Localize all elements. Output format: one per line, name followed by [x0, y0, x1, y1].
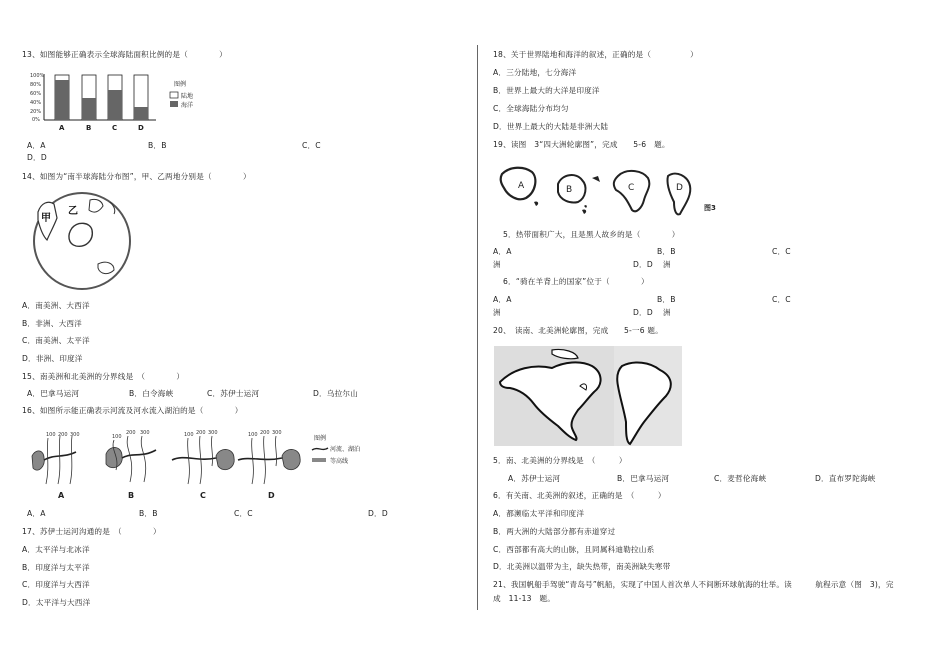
q19-sub5-option-c[interactable]: C．C [772, 247, 791, 256]
q16-stem: 16、如图所示能正确表示河流及河水流入湖泊的是（ ） [22, 406, 243, 415]
q13-stem: 13、如图能够正确表示全球海陆面积比例的是（ ） [22, 50, 227, 59]
q18-option-c[interactable]: C．全球海陆分布均匀 [493, 104, 569, 113]
legend-title: 图例 [174, 81, 187, 88]
bar-d [134, 75, 148, 120]
q20-sub5-option-d[interactable]: D．直布罗陀海峡 [815, 474, 876, 483]
q20-sub6-option-a[interactable]: A．都濒临太平洋和印度洋 [493, 509, 585, 518]
figure-label: 图3 [704, 204, 716, 212]
panel-b [106, 430, 156, 500]
map-label-jia: 甲 [41, 213, 51, 224]
q17-stem: 17、苏伊士运河沟通的是 （ ） [22, 527, 161, 536]
q15-stem: 15、南美洲和北美洲的分界线是 （ ） [22, 372, 185, 381]
continent-c [614, 171, 650, 211]
q19-sub6-option-c-tail: 洲 [493, 308, 501, 317]
bar-b [82, 75, 96, 120]
q14-option-d[interactable]: D．非洲、印度洋 [22, 354, 83, 363]
q15-option-d[interactable]: D．乌拉尔山 [313, 389, 359, 398]
q20-sub5-stem: 5．南、北美洲的分界线是 （ ） [493, 456, 627, 465]
q20-sub6-option-b[interactable]: B．两大洲的大陆部分都有赤道穿过 [493, 527, 616, 536]
bar-c [108, 75, 122, 120]
svg-text:200: 200 [58, 432, 68, 438]
svg-text:300: 300 [272, 430, 282, 436]
svg-text:100: 100 [184, 432, 194, 438]
map-label: C [628, 183, 635, 193]
legend-land: 陆地 [181, 93, 194, 100]
q20-sub5-option-c[interactable]: C．麦哲伦海峡 [714, 474, 767, 483]
q18-option-a[interactable]: A．三分陆地，七分海洋 [493, 68, 577, 77]
q17-option-a[interactable]: A．太平洋与北冰洋 [22, 545, 90, 554]
q21-stem-line1: 21、我国帆船手驾驶“青岛号”帆船，实现了中国人首次单人不间断环球航海的壮举。读 航程示意（图 3)，完 [493, 580, 894, 589]
q16-legend [312, 434, 360, 465]
q16-option-c[interactable]: C．C [234, 509, 253, 518]
svg-text:300: 300 [208, 430, 218, 436]
q19-sub6-option-d[interactable]: D．D [633, 308, 653, 317]
bar-label: D [138, 124, 144, 132]
svg-text:300: 300 [140, 430, 150, 436]
svg-text:100: 100 [112, 434, 122, 440]
q19-sub6-option-b[interactable]: B．B [657, 295, 676, 304]
legend-river-lake: 河流、湖泊 [330, 446, 361, 453]
q15-option-c[interactable]: C．苏伊士运河 [207, 389, 260, 398]
ytick-label: 100% [30, 73, 45, 79]
q19-four-continents-map [496, 162, 720, 222]
q19-sub6-option-a[interactable]: A．A [493, 295, 512, 304]
ytick-label: 40% [30, 100, 42, 106]
q15-option-a[interactable]: A．巴拿马运河 [27, 389, 80, 398]
bar-label: C [112, 124, 118, 132]
panel-a [32, 432, 80, 500]
q21-stem-line2: 成 11-13 题。 [493, 594, 556, 603]
q16-river-lake-figure [28, 426, 368, 502]
q16-option-d[interactable]: D．D [368, 509, 388, 518]
map-label: B [566, 185, 573, 195]
panel-label: A [58, 491, 65, 500]
panel-label: C [200, 491, 206, 500]
ytick-label: 80% [30, 82, 42, 88]
bar-label: A [59, 124, 65, 132]
q16-option-b[interactable]: B．B [139, 509, 158, 518]
map-label: D [676, 183, 683, 193]
panel-d [238, 430, 300, 500]
svg-text:100: 100 [248, 432, 258, 438]
bar-label: B [86, 124, 92, 132]
map-label-yi: 乙 [68, 206, 78, 217]
q14-option-c[interactable]: C．南美洲、太平洋 [22, 336, 90, 345]
q19-sub6-option-c[interactable]: C．C [772, 295, 791, 304]
bar-a [55, 75, 69, 120]
q19-stem: 19、读图 3“四大洲轮廓图”，完成 5-6 题。 [493, 140, 670, 149]
q13-option-a[interactable]: A．A [27, 141, 46, 150]
q20-sub6-option-c[interactable]: C．西部都有高大的山脉，且同属科迪勒拉山系 [493, 545, 655, 554]
q14-option-a[interactable]: A．南美洲、大西洋 [22, 301, 90, 310]
q19-sub6-stem: 6．“骑在羊背上的国家”位于（ ） [503, 277, 649, 286]
q13-option-d[interactable]: D．D [27, 153, 47, 162]
q19-sub5-option-a[interactable]: A．A [493, 247, 512, 256]
q20-sub5-option-b[interactable]: B．巴拿马运河 [617, 474, 670, 483]
q17-option-b[interactable]: B．印度洋与太平洋 [22, 563, 90, 572]
q19-sub5-option-b[interactable]: B．B [657, 247, 676, 256]
continent-a [501, 168, 538, 206]
ytick-label: 0% [32, 117, 40, 123]
q13-bar-chart-figure [28, 68, 218, 134]
map-label: A [518, 181, 525, 191]
q17-option-c[interactable]: C．印度洋与大西洋 [22, 580, 90, 589]
q14-stem: 14、如图为“南半球海陆分布图”，甲、乙两地分别是（ ） [22, 172, 251, 181]
q20-americas-map [494, 346, 682, 446]
legend-title: 图例 [314, 435, 327, 442]
q14-southern-hemisphere-map [28, 188, 140, 292]
q20-stem: 20、 读南、北美洲轮廓图，完成 5-一6 题。 [493, 326, 663, 335]
legend-ocean: 海洋 [181, 102, 194, 109]
q13-option-b[interactable]: B．B [148, 141, 167, 150]
q20-sub6-option-d[interactable]: D．北美洲以温带为主，缺失热带，南美洲缺失寒带 [493, 562, 671, 571]
q19-sub5-stem: 5．热带面积广大，且是黑人故乡的是（ ） [503, 230, 680, 239]
q15-option-b[interactable]: B．白令海峡 [129, 389, 174, 398]
ytick-label: 20% [30, 109, 42, 115]
q19-sub5-option-d[interactable]: D．D [633, 260, 653, 269]
q19-sub5-option-d-tail: 洲 [663, 260, 671, 269]
column-divider [477, 45, 478, 610]
q20-sub5-option-a[interactable]: A．苏伊士运河 [508, 474, 561, 483]
q14-option-b[interactable]: B．非洲、大西洋 [22, 319, 82, 328]
svg-text:200: 200 [260, 430, 270, 436]
svg-text:200: 200 [126, 430, 136, 436]
legend-contour: 等高线 [330, 458, 349, 465]
q13-option-c[interactable]: C．C [302, 141, 321, 150]
q18-option-d[interactable]: D．世界上最大的大陆是非洲大陆 [493, 122, 609, 131]
q20-sub6-stem: 6．有关南、北美洲的叙述，正确的是 （ ） [493, 491, 666, 500]
panel-label: D [268, 491, 275, 500]
q19-sub6-option-d-tail: 洲 [663, 308, 671, 317]
q18-option-b[interactable]: B．世界上最大的大洋是印度洋 [493, 86, 600, 95]
svg-text:300: 300 [70, 432, 80, 438]
panel-label: B [128, 491, 135, 500]
q17-option-d[interactable]: D．太平洋与大西洋 [22, 598, 91, 607]
svg-text:200: 200 [196, 430, 206, 436]
q18-stem: 18、关于世界陆地和海洋的叙述，正确的是（ ） [493, 50, 698, 59]
q16-option-a[interactable]: A．A [27, 509, 46, 518]
q19-sub5-option-c-tail: 洲 [493, 260, 501, 269]
ytick-label: 60% [30, 91, 42, 97]
svg-text:100: 100 [46, 432, 56, 438]
continent-d [667, 174, 690, 215]
panel-c [172, 430, 234, 500]
continent-b [558, 175, 600, 214]
